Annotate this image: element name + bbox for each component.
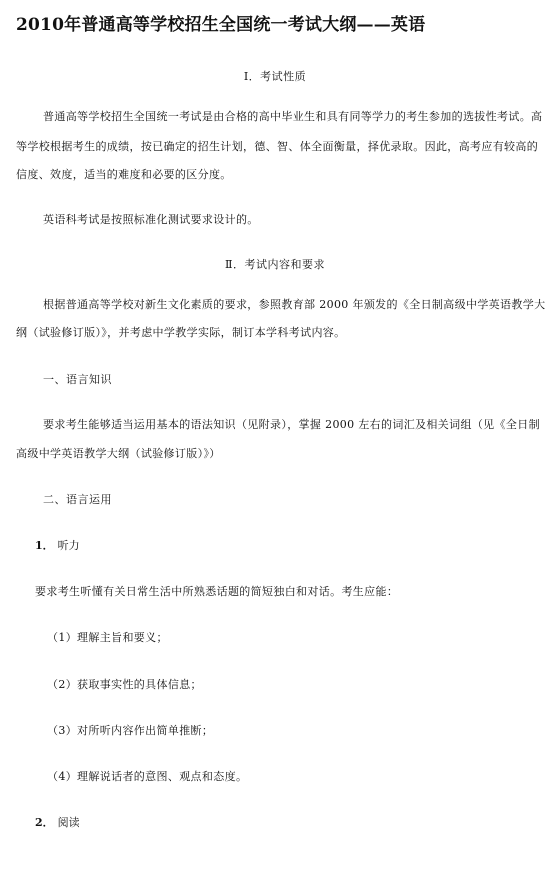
item-reading-heading [35,814,80,830]
paragraph-line: 普通高等学校招生全国统一考试是由合格的高中毕业生和具有同等学力的考生参加的选拔性考试。高 [43,110,543,123]
item-label: 听力 [57,539,80,552]
paragraph-line: 高级中学英语教学大纲（试验修订版）》） [16,447,221,460]
listening-point: （4）理解说话者的意图、观点和态度。 [47,770,248,783]
item-label: 阅读 [57,816,80,829]
paragraph-line: 根据普通高等学校对新生文化素质的要求，参照教育部 2000 年颁发的《全日制高级中学英语教学大 [43,298,546,311]
listening-point: （1）理解主旨和要义； [47,631,168,644]
listening-point: （2）获取事实性的具体信息； [47,678,202,691]
item-number: 2． [35,816,54,829]
listening-point: （3）对所听内容作出简单推断； [47,724,214,737]
paragraph-line: 纲（试验修订版）》，并考虑中学教学实际，制订本学科考试内容。 [16,326,346,339]
paragraph-standardized-test: 英语科考试是按照标准化测试要求设计的。 [43,213,259,226]
paragraph-line: 要求考生能够适当运用基本的语法知识（见附录），掌握 2000 左右的词汇及相关词组（见《全日制 [43,418,540,431]
paragraph-line: 等学校根据考生的成绩，按已确定的招生计划，德、智、体全面衡量，择优录取。因此，高考应有较高的 [16,140,539,153]
item-listening-heading [35,537,80,553]
section-heading-nature: Ⅰ．考试性质 [243,70,307,83]
paragraph-line: 信度、效度，适当的难度和必要的区分度。 [16,168,232,181]
listening-intro: 要求考生听懂有关日常生活中所熟悉话题的简短独白和对话。考生应能： [35,585,399,598]
subheading-language-use: 二、语言运用 [43,493,112,506]
item-number: 1． [35,539,54,552]
document-title: 2010年普通高等学校招生全国统一考试大纲——英语 [16,15,426,35]
section-heading-content: Ⅱ．考试内容和要求 [225,258,325,271]
subheading-language-knowledge: 一、语言知识 [43,373,112,386]
